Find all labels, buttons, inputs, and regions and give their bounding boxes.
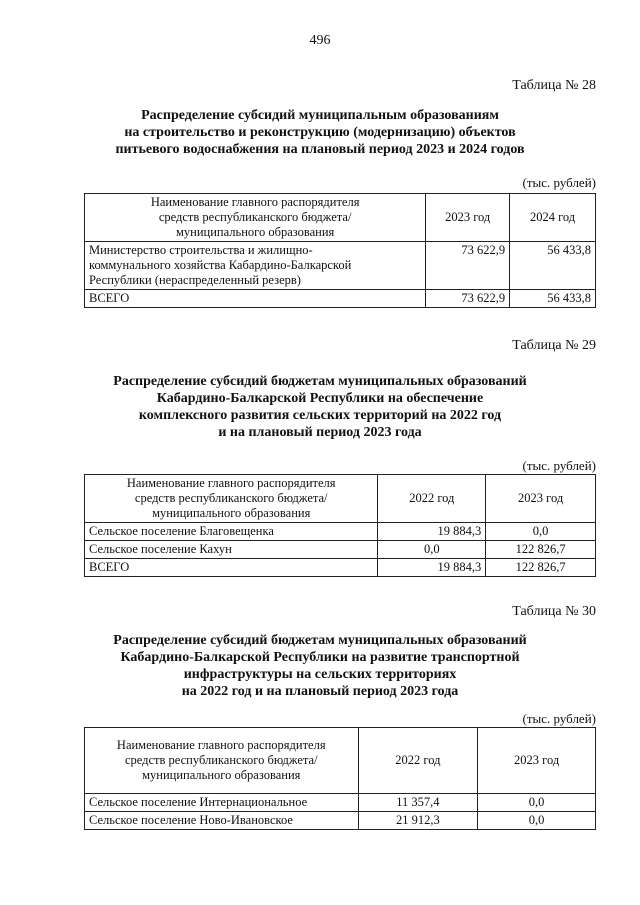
table-header-row	[85, 475, 596, 523]
table-28-units: (тыс. рублей)	[522, 175, 596, 190]
table-row	[85, 523, 596, 541]
row-value-2: 56 433,8	[510, 290, 596, 308]
table-28-label: Таблица № 28	[512, 78, 596, 93]
page-number: 496	[309, 33, 331, 48]
table-30-label: Таблица № 30	[512, 604, 596, 619]
header-year-2: 2024 год	[510, 194, 596, 242]
row-value-1: 19 884,3	[378, 523, 486, 541]
header-name-cell: Наименование главного распорядителя средств республиканского бюджета/ муниципального образования	[85, 728, 359, 794]
row-value-1: 0,0	[378, 541, 486, 559]
header-name-cell: Наименование главного распорядителя средств республиканского бюджета/ муниципального образования	[85, 194, 426, 242]
header-year-2: 2023 год	[478, 728, 596, 794]
table-header-row	[85, 194, 596, 242]
header-year-1: 2022 год	[378, 475, 486, 523]
table-30-title: Распределение субсидий бюджетам муниципальных образований Кабардино-Балкарской Республики на развитие транспортной инфраструктуры на сельских территориях на 2022 год и на плановый период 2023 года	[113, 633, 527, 699]
row-value-1: 11 357,4	[358, 794, 478, 812]
row-name: Сельское поселение Интернациональное	[85, 794, 359, 812]
row-value-1: 19 884,3	[378, 559, 486, 577]
row-name: ВСЕГО	[85, 290, 426, 308]
table-total-row	[85, 559, 596, 577]
table-28	[84, 193, 596, 308]
table-30	[84, 727, 596, 830]
row-value-2: 122 826,7	[486, 541, 596, 559]
row-name: Сельское поселение Ново-Ивановское	[85, 812, 359, 830]
row-value-2: 0,0	[486, 523, 596, 541]
row-value-2: 56 433,8	[510, 242, 596, 290]
table-29-title: Распределение субсидий бюджетам муниципальных образований Кабардино-Балкарской Республики на обеспечение комплексного развития сельских территорий на 2022 год и на плановый период 2023 года	[113, 374, 527, 440]
table-total-row	[85, 290, 596, 308]
table-28-title: Распределение субсидий муниципальным образованиям на строительство и реконструкцию (модернизацию) объектов питьевого водоснабжения на плановый период 2023 и 2024 годов	[115, 108, 525, 157]
header-year-1: 2023 год	[426, 194, 510, 242]
table-row	[85, 812, 596, 830]
row-value-1: 21 912,3	[358, 812, 478, 830]
header-year-1: 2022 год	[358, 728, 478, 794]
row-name: Сельское поселение Благовещенка	[85, 523, 378, 541]
row-name: ВСЕГО	[85, 559, 378, 577]
table-29-label: Таблица № 29	[512, 338, 596, 353]
header-year-2: 2023 год	[486, 475, 596, 523]
table-header-row	[85, 728, 596, 794]
table-29-units: (тыс. рублей)	[522, 458, 596, 473]
table-row	[85, 541, 596, 559]
table-29	[84, 474, 596, 577]
header-name-cell: Наименование главного распорядителя средств республиканского бюджета/ муниципального образования	[85, 475, 378, 523]
table-row	[85, 242, 596, 290]
row-value-1: 73 622,9	[426, 290, 510, 308]
row-name: Министерство строительства и жилищно- коммунального хозяйства Кабардино-Балкарской Республики (нераспределенный резерв)	[85, 242, 426, 290]
table-30-units: (тыс. рублей)	[522, 711, 596, 726]
row-value-1: 73 622,9	[426, 242, 510, 290]
row-name: Сельское поселение Кахун	[85, 541, 378, 559]
row-value-2: 0,0	[478, 794, 596, 812]
table-row	[85, 794, 596, 812]
row-value-2: 122 826,7	[486, 559, 596, 577]
row-value-2: 0,0	[478, 812, 596, 830]
